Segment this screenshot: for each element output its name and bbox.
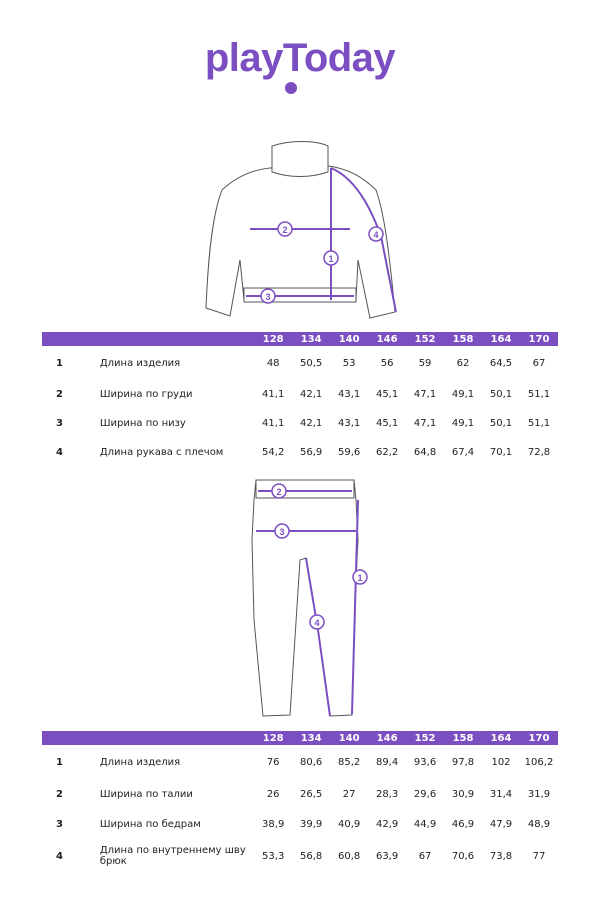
size-header: 128 [254, 332, 292, 346]
pants-outline [252, 480, 358, 716]
cell-value: 70,1 [489, 447, 513, 458]
size-header: 134 [292, 332, 330, 346]
cell-value: 26 [266, 788, 280, 800]
pants-diagram [0, 475, 600, 725]
row-number: 3 [56, 418, 63, 429]
sweater-marker-2: 2 [282, 225, 288, 235]
cell-value: 42,1 [300, 389, 323, 400]
size-header: 170 [520, 332, 558, 346]
table-row [42, 346, 558, 380]
cell-value: 42,9 [375, 818, 399, 830]
size-header: 140 [330, 731, 368, 745]
row-label: Длина по внутреннему шву брюк [99, 845, 246, 867]
cell-value: 47,1 [413, 389, 437, 400]
table-header-row [42, 332, 558, 346]
row-number: 1 [56, 756, 63, 768]
size-header: 152 [406, 332, 444, 346]
pants-waistband [256, 480, 354, 498]
sweater-diagram [0, 130, 600, 330]
cell-value: 56,8 [300, 850, 323, 862]
cell-value: 42,1 [300, 418, 323, 429]
sweater-marker-3: 3 [265, 292, 271, 302]
row-label: Длина изделия [99, 756, 181, 768]
size-header: 146 [368, 731, 406, 745]
cell-value: 73,8 [489, 850, 513, 862]
pants-marker-2: 2 [276, 487, 282, 497]
cell-value: 62,2 [375, 447, 399, 458]
cell-value: 29,6 [413, 788, 437, 800]
pants-marker-3: 3 [279, 527, 285, 537]
table-row [42, 839, 558, 873]
cell-value: 80,6 [300, 756, 323, 768]
size-header: 158 [444, 332, 482, 346]
cell-value: 31,9 [527, 788, 551, 800]
cell-value: 102 [491, 756, 511, 768]
cell-value: 59,6 [337, 447, 361, 458]
row-number: 4 [56, 850, 63, 862]
size-header: 158 [444, 731, 482, 745]
table-row [42, 438, 558, 467]
sweater-marker-1: 1 [328, 254, 334, 264]
row-label: Ширина по бедрам [99, 818, 201, 830]
size-header: 128 [254, 731, 292, 745]
row-number: 2 [56, 389, 63, 400]
size-header: 140 [330, 332, 368, 346]
cell-value: 64,8 [413, 447, 437, 458]
sweater-size-table [42, 332, 558, 467]
sweater-marker-4: 4 [373, 230, 379, 240]
cell-value: 76 [266, 756, 280, 768]
table-row [42, 409, 558, 438]
row-number: 4 [56, 447, 63, 458]
cell-value: 26,5 [300, 788, 323, 800]
cell-value: 56,9 [300, 447, 323, 458]
table-header-blank [42, 731, 254, 745]
cell-value: 49,1 [451, 418, 475, 429]
row-label: Ширина по груди [99, 389, 193, 400]
cell-value: 62 [456, 357, 470, 369]
cell-value: 44,9 [413, 818, 437, 830]
pants-marker-1: 1 [357, 573, 363, 583]
cell-value: 48,9 [527, 818, 551, 830]
size-header: 164 [482, 332, 520, 346]
row-number: 1 [56, 357, 63, 369]
cell-value: 43,1 [337, 389, 361, 400]
table-header-blank [42, 332, 254, 346]
row-label: Длина рукава с плечом [99, 447, 224, 458]
cell-value: 40,9 [337, 818, 361, 830]
cell-value: 38,9 [262, 818, 285, 830]
cell-value: 53 [342, 357, 356, 369]
pants-marker-4: 4 [314, 618, 320, 628]
cell-value: 51,1 [527, 418, 551, 429]
size-header: 170 [520, 731, 558, 745]
cell-value: 64,5 [489, 357, 513, 369]
cell-value: 49,1 [451, 389, 475, 400]
table-row [42, 779, 558, 809]
sweater-collar [272, 142, 328, 177]
size-header: 134 [292, 731, 330, 745]
cell-value: 59 [418, 357, 432, 369]
cell-value: 47,1 [413, 418, 437, 429]
row-label: Длина изделия [99, 357, 181, 369]
cell-value: 63,9 [375, 850, 399, 862]
cell-value: 53,3 [262, 850, 285, 862]
row-label: Ширина по низу [99, 418, 186, 429]
cell-value: 106,2 [524, 756, 554, 768]
cell-value: 50,1 [489, 418, 513, 429]
cell-value: 27 [342, 788, 356, 800]
cell-value: 43,1 [337, 418, 361, 429]
table-row [42, 809, 558, 839]
cell-value: 60,8 [337, 850, 361, 862]
cell-value: 67 [418, 850, 432, 862]
cell-value: 39,9 [300, 818, 323, 830]
table-header-row [42, 731, 558, 745]
cell-value: 31,4 [489, 788, 513, 800]
cell-value: 50,1 [489, 389, 513, 400]
brand-logo: playToday [204, 36, 396, 80]
cell-value: 77 [532, 850, 546, 862]
cell-value: 54,2 [262, 447, 285, 458]
cell-value: 67,4 [451, 447, 475, 458]
cell-value: 67 [532, 357, 546, 369]
cell-value: 30,9 [451, 788, 475, 800]
cell-value: 70,6 [451, 850, 475, 862]
cell-value: 45,1 [375, 418, 399, 429]
table-row [42, 745, 558, 779]
cell-value: 48 [266, 357, 280, 369]
cell-value: 89,4 [375, 756, 399, 768]
pants-size-table [42, 731, 558, 873]
cell-value: 47,9 [489, 818, 513, 830]
cell-value: 45,1 [375, 389, 399, 400]
size-header: 152 [406, 731, 444, 745]
cell-value: 51,1 [527, 389, 551, 400]
cell-value: 97,8 [451, 756, 475, 768]
size-header: 164 [482, 731, 520, 745]
table-row [42, 380, 558, 409]
cell-value: 93,6 [413, 756, 437, 768]
cell-value: 85,2 [337, 756, 361, 768]
cell-value: 56 [380, 357, 394, 369]
cell-value: 50,5 [300, 357, 323, 369]
cell-value: 72,8 [527, 447, 551, 458]
cell-value: 41,1 [262, 389, 285, 400]
size-header: 146 [368, 332, 406, 346]
row-label: Ширина по талии [99, 788, 193, 800]
cell-value: 41,1 [262, 418, 285, 429]
cell-value: 46,9 [451, 818, 475, 830]
cell-value: 28,3 [375, 788, 399, 800]
brand-logo-dot [285, 82, 297, 94]
row-number: 3 [56, 818, 63, 830]
row-number: 2 [56, 788, 63, 800]
